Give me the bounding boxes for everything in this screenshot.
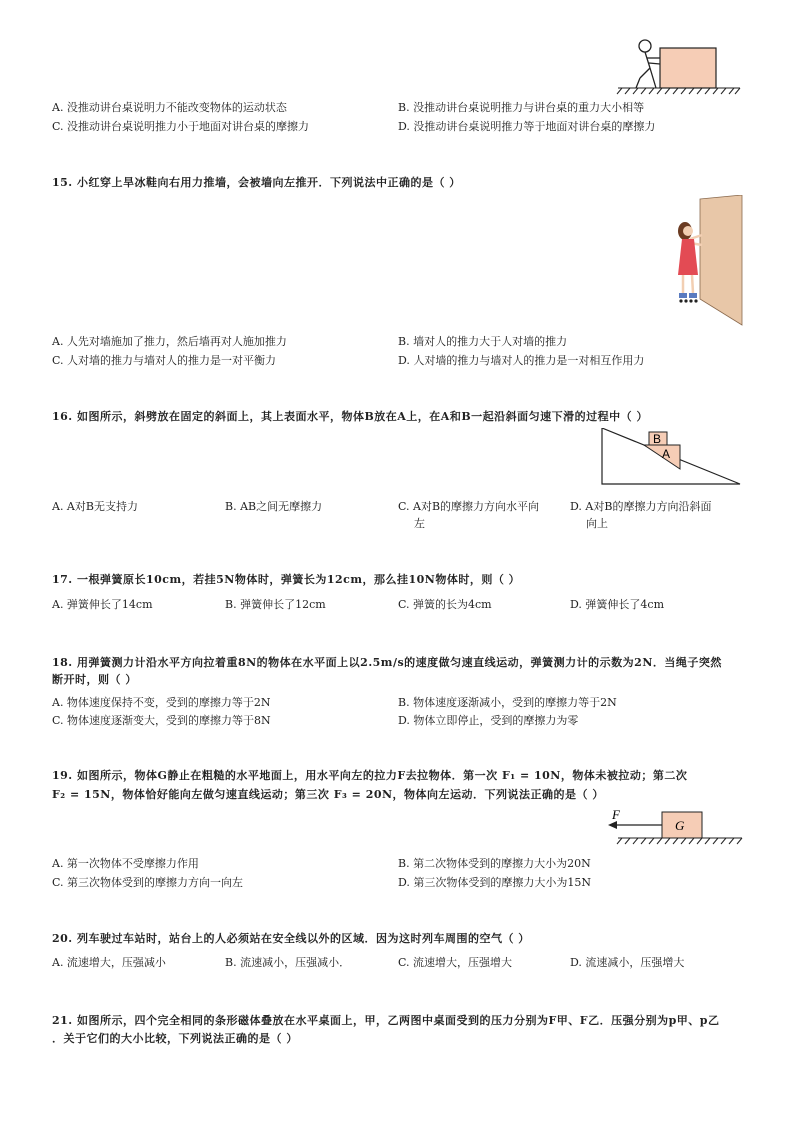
q20-option-d[interactable]: D. 流速减小，压强增大 [570,956,685,969]
ground-hatching [617,88,740,94]
q19-option-a[interactable]: A. 第一次物体不受摩擦力作用 [52,857,199,870]
q17-stem: 17. 一根弹簧原长10cm，若挂5N物体时，弹簧长为12cm，那么挂10N物体时，则（ ） [52,573,521,586]
q19-pull-block-figure [604,806,744,850]
q20-option-a[interactable]: A. 流速增大，压强减小 [52,956,166,969]
label-f: F [612,807,620,822]
person-icon [636,40,660,88]
q15-option-d[interactable]: D. 人对墙的推力与墙对人的推力是一对相互作用力 [398,354,645,367]
q15-stem: 15. 小红穿上旱冰鞋向右用力推墙，会被墙向左推开．下列说法中正确的是（ ） [52,176,461,189]
q18-stem-line1: 18. 用弹簧测力计沿水平方向拉着重8N的物体在水平面上以2.5m/s的速度做匀速直线运动，弹簧测力计的示数为2N．当绳子突然 [52,656,722,669]
q17-option-c[interactable]: C. 弹簧的长为4cm [398,598,492,611]
q16-option-c-line2: 左 [414,517,425,530]
q18-stem-line2: 断开时，则（ ） [52,673,137,686]
q17-option-a[interactable]: A. 弹簧伸长了14cm [52,598,153,611]
ground-hatching [617,838,742,844]
q19-option-c[interactable]: C. 第三次物体受到的摩擦力方向一向左 [52,876,244,889]
q20-stem: 20. 列车驶过车站时，站台上的人必须站在安全线以外的区域．因为这时列车周围的空气（ ） [52,932,530,945]
q15-girl-pushing-wall-figure [672,195,744,327]
q16-incline-figure [590,428,745,490]
q18-option-b[interactable]: B. 物体速度逐渐减小，受到的摩擦力等于2N [398,696,617,709]
q19-option-b[interactable]: B. 第二次物体受到的摩擦力大小为20N [398,857,591,870]
q19-stem-line1: 19. 如图所示，物体G静止在粗糙的水平地面上，用水平向左的拉力F去拉物体．第一次 F₁ = 10N，物体未被拉动；第二次 [52,769,688,782]
q14-option-a[interactable]: A. 没推动讲台桌说明力不能改变物体的运动状态 [52,101,287,114]
q18-option-c[interactable]: C. 物体速度逐渐变大，受到的摩擦力等于8N [52,714,271,727]
q18-option-d[interactable]: D. 物体立即停止，受到的摩擦力为零 [398,714,579,727]
desk-block [660,48,716,88]
q14-option-c[interactable]: C. 没推动讲台桌说明推力小于地面对讲台桌的摩擦力 [52,120,310,133]
wall-shape [700,195,742,325]
q16-option-d-line1: D. A对B的摩擦力方向沿斜面 [570,500,712,513]
q17-option-b[interactable]: B. 弹簧伸长了12cm [225,598,326,611]
q17-option-d[interactable]: D. 弹簧伸长了4cm [570,598,665,611]
q16-option-a[interactable]: A. A对B无支持力 [52,500,138,513]
q20-option-b[interactable]: B. 流速减小，压强减小． [225,956,351,969]
q14-push-desk-figure [600,36,750,100]
q16-option-c-line1: C. A对B的摩擦力方向水平向 [398,500,540,513]
label-a: A [662,447,671,461]
q21-stem-line1: 21. 如图所示，四个完全相同的条形磁体叠放在水平桌面上，甲，乙两图中桌面受到的压力分别为F甲、F乙．压强分别为p甲、p乙 [52,1014,720,1027]
q16-option-d-line2: 向上 [586,517,608,530]
label-b: B [653,432,662,446]
q19-option-d[interactable]: D. 第三次物体受到的摩擦力大小为15N [398,876,592,889]
q15-option-b[interactable]: B. 墙对人的推力大于人对墙的推力 [398,335,568,348]
q19-stem-line2: F₂ = 15N，物体恰好能向左做匀速直线运动；第三次 F₃ = 20N，物体向左运动．下列说法正确的是（ ） [52,788,604,801]
label-g: G [675,818,685,833]
q15-option-c[interactable]: C. 人对墙的推力与墙对人的推力是一对平衡力 [52,354,277,367]
q18-option-a[interactable]: A. 物体速度保持不变，受到的摩擦力等于2N [52,696,271,709]
q14-option-b[interactable]: B. 没推动讲台桌说明推力与讲台桌的重力大小相等 [398,101,645,114]
q20-option-c[interactable]: C. 流速增大，压强增大 [398,956,513,969]
girl-icon [678,222,702,303]
q16-option-c[interactable] [398,498,539,532]
q21-stem-line2: ．关于它们的大小比较，下列说法正确的是（ ） [52,1032,298,1045]
q16-option-b[interactable]: B. AB之间无摩擦力 [225,500,323,513]
q16-stem: 16. 如图所示，斜劈放在固定的斜面上，其上表面水平，物体B放在A上，在A和B一起沿斜面匀速下滑的过程中（ ） [52,410,648,423]
q15-option-a[interactable]: A. 人先对墙施加了推力，然后墙再对人施加推力 [52,335,287,348]
q16-option-d[interactable] [570,498,711,532]
q14-option-d[interactable]: D. 没推动讲台桌说明推力等于地面对讲台桌的摩擦力 [398,120,656,133]
force-arrow-icon [608,821,662,829]
